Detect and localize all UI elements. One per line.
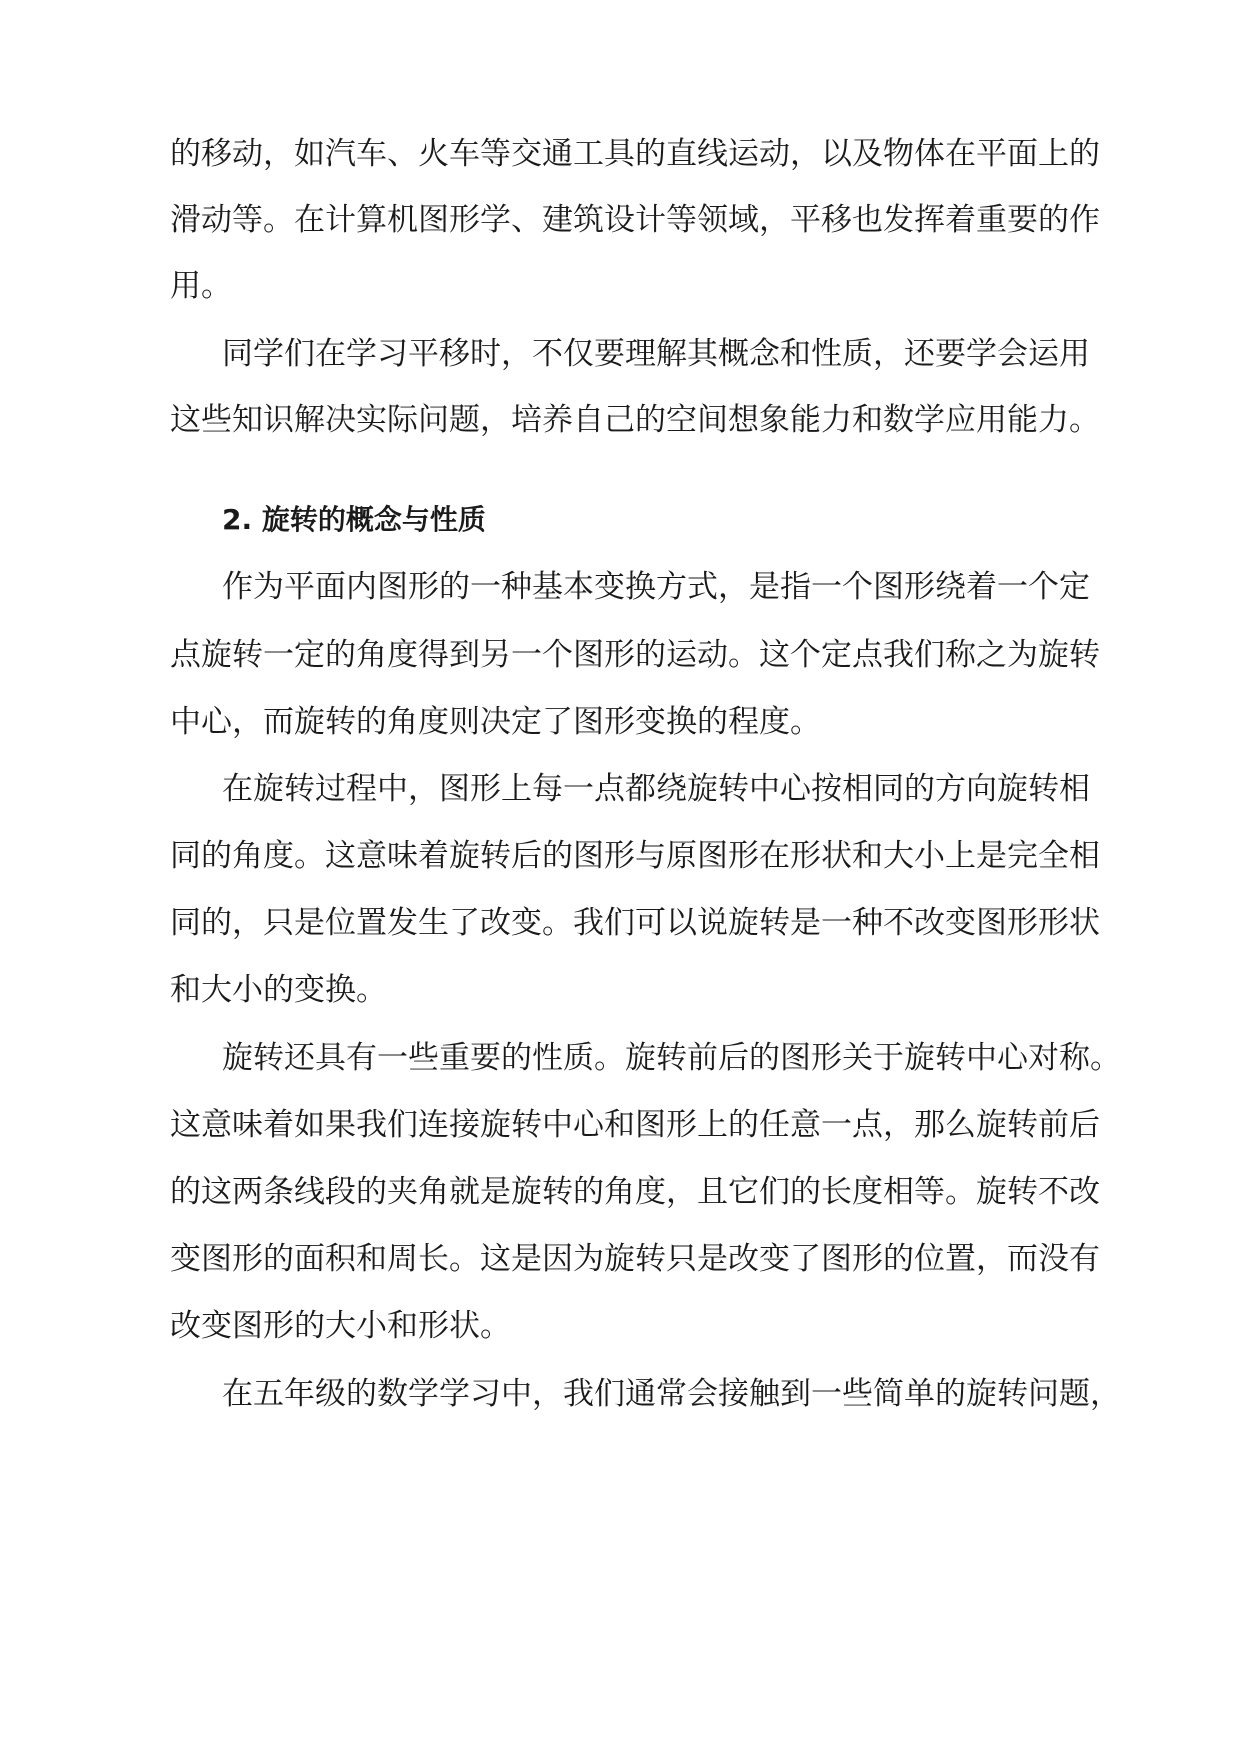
- text-line: 滑动等。在计算机图形学、建筑设计等领域，平移也发挥着重要的作: [170, 202, 1100, 238]
- text-line: 同的角度。这意味着旋转后的图形与原图形在形状和大小上是完全相: [170, 838, 1100, 874]
- text-line: 用。: [170, 268, 232, 304]
- text-line: 这意味着如果我们连接旋转中心和图形上的任意一点，那么旋转前后: [170, 1107, 1100, 1143]
- text-line: 在旋转过程中，图形上每一点都绕旋转中心按相同的方向旋转相: [222, 771, 1090, 807]
- text-line: 作为平面内图形的一种基本变换方式，是指一个图形绕着一个定: [222, 569, 1090, 605]
- text-line: 在五年级的数学学习中，我们通常会接触到一些简单的旋转问题，: [222, 1376, 1121, 1412]
- text-line: 这些知识解决实际问题，培养自己的空间想象能力和数学应用能力。: [170, 402, 1100, 438]
- text-line: 同的，只是位置发生了改变。我们可以说旋转是一种不改变图形形状: [170, 905, 1100, 941]
- text-line: 中心，而旋转的角度则决定了图形变换的程度。: [170, 704, 821, 740]
- text-line: 的移动，如汽车、火车等交通工具的直线运动，以及物体在平面上的: [170, 136, 1100, 172]
- text-line: 点旋转一定的角度得到另一个图形的运动。这个定点我们称之为旋转: [170, 637, 1100, 673]
- text-line: 同学们在学习平移时，不仅要理解其概念和性质，还要学会运用: [222, 336, 1090, 372]
- text-line: 的这两条线段的夹角就是旋转的角度，且它们的长度相等。旋转不改: [170, 1174, 1100, 1210]
- text-line: 旋转还具有一些重要的性质。旋转前后的图形关于旋转中心对称。: [222, 1040, 1121, 1076]
- text-line: 和大小的变换。: [170, 972, 387, 1008]
- section-heading: 2. 旋转的概念与性质: [222, 503, 486, 536]
- text-line: 变图形的面积和周长。这是因为旋转只是改变了图形的位置，而没有: [170, 1241, 1100, 1277]
- text-line: 改变图形的大小和形状。: [170, 1308, 511, 1344]
